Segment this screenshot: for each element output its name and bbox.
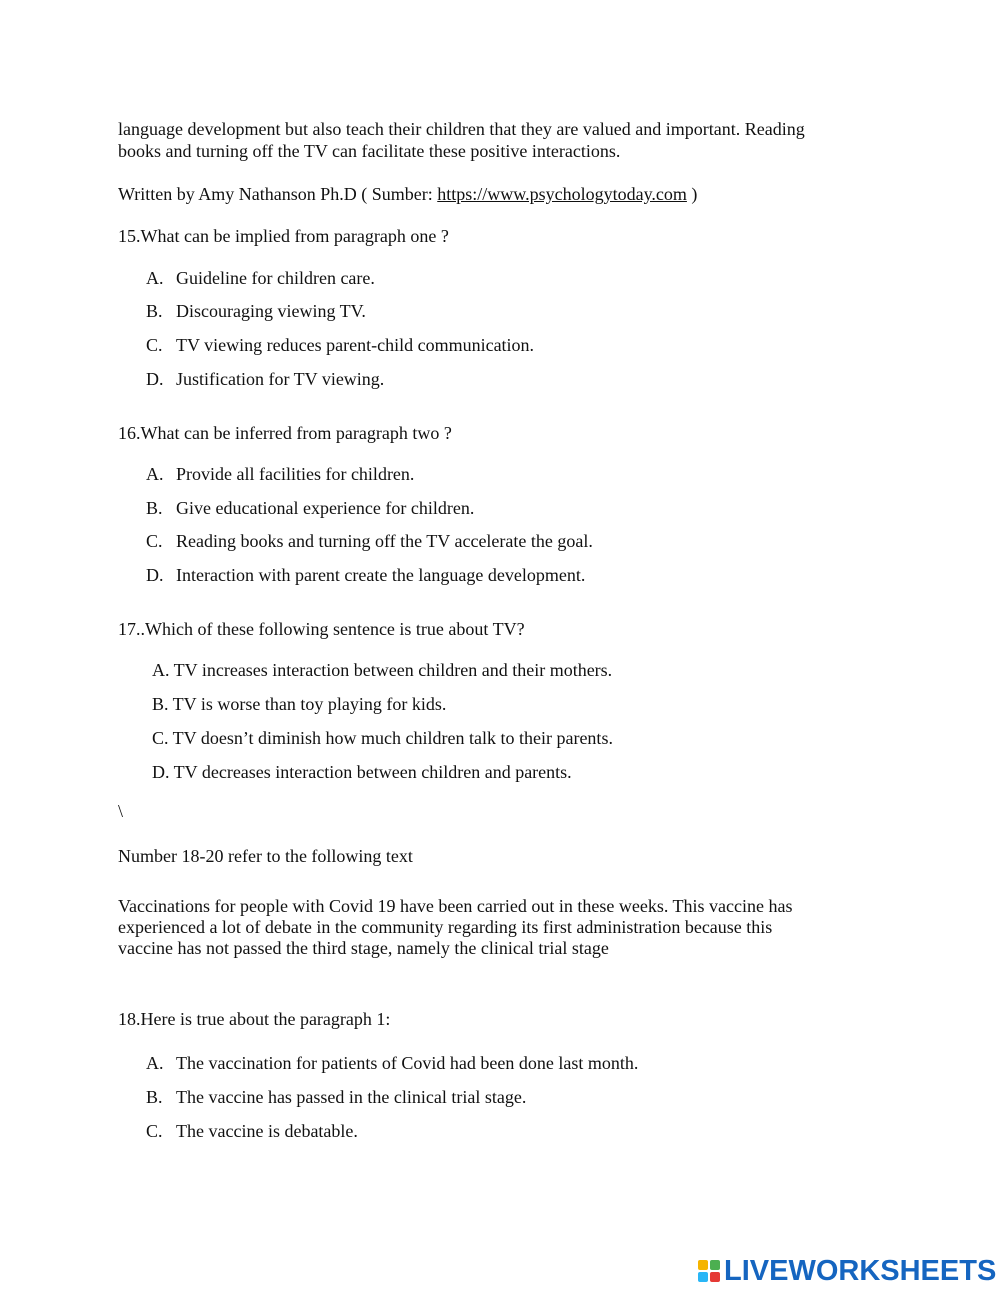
option-text: The vaccination for patients of Covid had been done last month. — [176, 1053, 639, 1073]
credit-prefix: Written by Amy Nathanson Ph.D ( Sumber: — [118, 184, 438, 204]
q18-option-c[interactable] — [146, 1120, 358, 1142]
option-letter: D. — [146, 565, 164, 585]
question-16: 16.What can be inferred from paragraph two ? — [118, 423, 452, 443]
option-text: Interaction with parent create the language development. — [176, 565, 586, 585]
passage-line-2: experienced a lot of debate in the community regarding its first administration because this — [118, 917, 773, 937]
option-letter: B. — [146, 301, 163, 321]
option-text: Provide all facilities for children. — [176, 464, 415, 484]
option-letter: B. — [146, 498, 163, 518]
q15-option-c[interactable] — [146, 334, 534, 356]
intro-line-1: language development but also teach their children that they are valued and important. Reading — [118, 119, 805, 139]
option-letter: C. — [146, 335, 163, 355]
passage-line-1: Vaccinations for people with Covid 19 have been carried out in these weeks. This vaccine has — [118, 896, 793, 916]
option-text: TV viewing reduces parent-child communication. — [176, 335, 535, 355]
source-link[interactable]: https://www.psychologytoday.com — [437, 184, 687, 204]
q18-option-a[interactable] — [146, 1052, 638, 1074]
option-letter: A. — [146, 1053, 164, 1073]
option-text: Guideline for children care. — [176, 268, 375, 288]
q17-option-b[interactable]: B. TV is worse than toy playing for kids. — [152, 694, 447, 714]
q17-option-d[interactable]: D. TV decreases interaction between children and parents. — [152, 762, 572, 782]
question-17: 17..Which of these following sentence is true about TV? — [118, 619, 525, 639]
q16-option-b[interactable] — [146, 497, 474, 519]
option-letter: C. — [146, 531, 163, 551]
section-heading: Number 18-20 refer to the following text — [118, 846, 413, 866]
logo-tiles-icon — [698, 1260, 720, 1282]
option-letter: A. — [146, 464, 164, 484]
liveworksheets-logo — [698, 1256, 996, 1286]
q16-option-c[interactable] — [146, 530, 593, 552]
question-15: 15.What can be implied from paragraph one ? — [118, 226, 449, 246]
q15-option-d[interactable] — [146, 368, 384, 390]
stray-backslash: \ — [118, 801, 124, 821]
option-text: Reading books and turning off the TV accelerate the goal. — [176, 531, 593, 551]
option-letter: B. — [146, 1087, 163, 1107]
q17-option-a[interactable]: A. TV increases interaction between children and their mothers. — [152, 660, 613, 680]
logo-tile — [698, 1260, 708, 1270]
intro-line-2: books and turning off the TV can facilitate these positive interactions. — [118, 141, 621, 161]
q15-option-a[interactable] — [146, 267, 375, 289]
option-text: The vaccine has passed in the clinical trial stage. — [176, 1087, 527, 1107]
logo-tile — [710, 1272, 720, 1282]
passage-line-3: vaccine has not passed the third stage, namely the clinical trial stage — [118, 938, 609, 958]
option-text: The vaccine is debatable. — [176, 1121, 358, 1141]
logo-text: LIVEWORKSHEETS — [724, 1254, 997, 1287]
option-text: Justification for TV viewing. — [176, 369, 385, 389]
option-letter: D. — [146, 369, 164, 389]
question-18: 18.Here is true about the paragraph 1: — [118, 1009, 391, 1029]
q17-option-c[interactable]: C. TV doesn’t diminish how much children talk to their parents. — [152, 728, 613, 748]
option-text: Discouraging viewing TV. — [176, 301, 366, 321]
option-letter: C. — [146, 1121, 163, 1141]
q15-option-b[interactable] — [146, 300, 366, 322]
author-credit — [118, 183, 697, 205]
option-letter: A. — [146, 268, 164, 288]
logo-tile — [710, 1260, 720, 1270]
option-text: Give educational experience for children. — [176, 498, 475, 518]
q16-option-a[interactable] — [146, 463, 414, 485]
q16-option-d[interactable] — [146, 564, 585, 586]
credit-suffix: ) — [686, 184, 698, 204]
logo-tile — [698, 1272, 708, 1282]
q18-option-b[interactable] — [146, 1086, 526, 1108]
